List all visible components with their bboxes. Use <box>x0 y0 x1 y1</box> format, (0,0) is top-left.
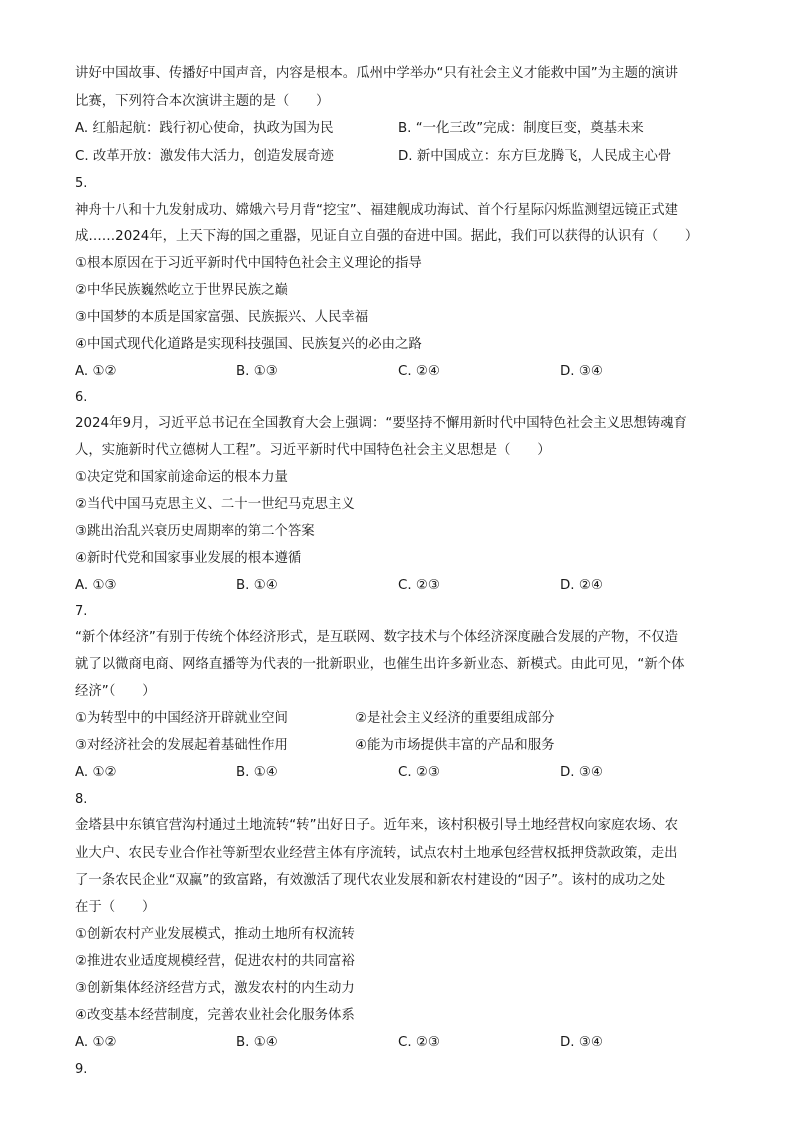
q5-option-d: D. ③④ <box>560 364 603 379</box>
q4-stem-line: 比赛，下列符合本次演讲主题的是（ ） <box>75 94 330 109</box>
q4-option-c: C. 改革开放：激发伟大活力，创造发展奇迹 <box>75 149 334 164</box>
q7-stem-line: 就了以微商电商、网络直播等为代表的一批新职业，也催生出许多新业态、新模式。由此可见，“新个体 <box>75 657 685 672</box>
q8-stem-line: 在于（ ） <box>75 900 156 915</box>
q6-stem-line: 人，实施新时代立德树人工程”。习近平新时代中国特色社会主义思想是（ ） <box>75 443 551 458</box>
q5-option-a: A. ①② <box>75 364 117 379</box>
q8-item-4: ④改变基本经营制度，完善农业社会化服务体系 <box>75 1008 355 1023</box>
q5-option-b: B. ①③ <box>236 364 278 379</box>
q6-item-1: ①决定党和国家前途命运的根本力量 <box>75 470 288 485</box>
q9-number: 9. <box>75 1062 88 1077</box>
q6-option-d: D. ②④ <box>560 578 603 593</box>
q7-option-b: B. ①④ <box>236 765 278 780</box>
q5-stem-line: 神舟十八和十九发射成功、嫦娥六号月背“挖宝”、福建舰成功海试、首个行星际闪烁监测望远镜正式建 <box>75 203 679 218</box>
q5-item-2: ②中华民族巍然屹立于世界民族之巅 <box>75 283 288 298</box>
q5-item-4: ④中国式现代化道路是实现科技强国、民族复兴的必由之路 <box>75 337 422 352</box>
q5-option-c: C. ②④ <box>398 364 440 379</box>
q7-option-a: A. ①② <box>75 765 117 780</box>
q7-number: 7. <box>75 604 88 619</box>
q6-option-c: C. ②③ <box>398 578 440 593</box>
q5-stem-line: 成……2024年，上天下海的国之重器，见证自立自强的奋进中国。据此，我们可以获得的认识有（ ） <box>75 229 699 244</box>
q4-option-d: D. 新中国成立：东方巨龙腾飞，人民成主心骨 <box>398 149 672 164</box>
q8-item-1: ①创新农村产业发展模式，推动土地所有权流转 <box>75 927 355 942</box>
q8-option-c: C. ②③ <box>398 1035 440 1050</box>
q8-option-b: B. ①④ <box>236 1035 278 1050</box>
q5-item-1: ①根本原因在于习近平新时代中国特色社会主义理论的指导 <box>75 256 422 271</box>
q5-item-3: ③中国梦的本质是国家富强、民族振兴、人民幸福 <box>75 310 369 325</box>
q6-item-3: ③跳出治乱兴衰历史周期率的第二个答案 <box>75 524 315 539</box>
q7-item-3: ③对经济社会的发展起着基础性作用 <box>75 738 288 753</box>
q4-stem-line: 讲好中国故事、传播好中国声音，内容是根本。瓜州中学举办“只有社会主义才能救中国”为主题的演讲 <box>75 66 679 81</box>
q7-item-4: ④能为市场提供丰富的产品和服务 <box>355 738 555 753</box>
q5-number: 5. <box>75 176 88 191</box>
q6-item-4: ④新时代党和国家事业发展的根本遵循 <box>75 551 302 566</box>
q6-option-a: A. ①③ <box>75 578 117 593</box>
q7-item-2: ②是社会主义经济的重要组成部分 <box>355 711 555 726</box>
q4-option-b: B. “一化三改”完成：制度巨变，奠基未来 <box>398 121 644 136</box>
q8-stem-line: 金塔县中东镇官营沟村通过土地流转“转”出好日子。近年来，该村积极引导土地经营权向家庭农场、农 <box>75 818 679 833</box>
q8-item-2: ②推进农业适度规模经营，促进农村的共同富裕 <box>75 954 355 969</box>
q8-item-3: ③创新集体经济经营方式，激发农村的内生动力 <box>75 981 355 996</box>
q7-option-d: D. ③④ <box>560 765 603 780</box>
q6-option-b: B. ①④ <box>236 578 278 593</box>
q8-number: 8. <box>75 792 88 807</box>
q8-option-d: D. ③④ <box>560 1035 603 1050</box>
q7-stem-line: 经济”（ ） <box>75 684 156 699</box>
q8-stem-line: 业大户、农民专业合作社等新型农业经营主体有序流转，试点农村土地承包经营权抵押贷款政策，走出 <box>75 846 678 861</box>
q7-option-c: C. ②③ <box>398 765 440 780</box>
q6-number: 6. <box>75 390 88 405</box>
q7-item-1: ①为转型中的中国经济开辟就业空间 <box>75 711 288 726</box>
q7-stem-line: “新个体经济”有别于传统个体经济形式，是互联网、数字技术与个体经济深度融合发展的产物，不仅造 <box>75 630 679 645</box>
q6-item-2: ②当代中国马克思主义、二十一世纪马克思主义 <box>75 497 355 512</box>
q4-option-a: A. 红船起航：践行初心使命，执政为国为民 <box>75 121 334 136</box>
q8-stem-line: 了一条农民企业“双赢”的致富路，有效激活了现代农业发展和新农村建设的“因子”。该村的成功之处 <box>75 873 666 888</box>
q8-option-a: A. ①② <box>75 1035 117 1050</box>
q6-stem-line: 2024年9月，习近平总书记在全国教育大会上强调：“要坚持不懈用新时代中国特色社会主义思想铸魂育 <box>75 416 687 431</box>
